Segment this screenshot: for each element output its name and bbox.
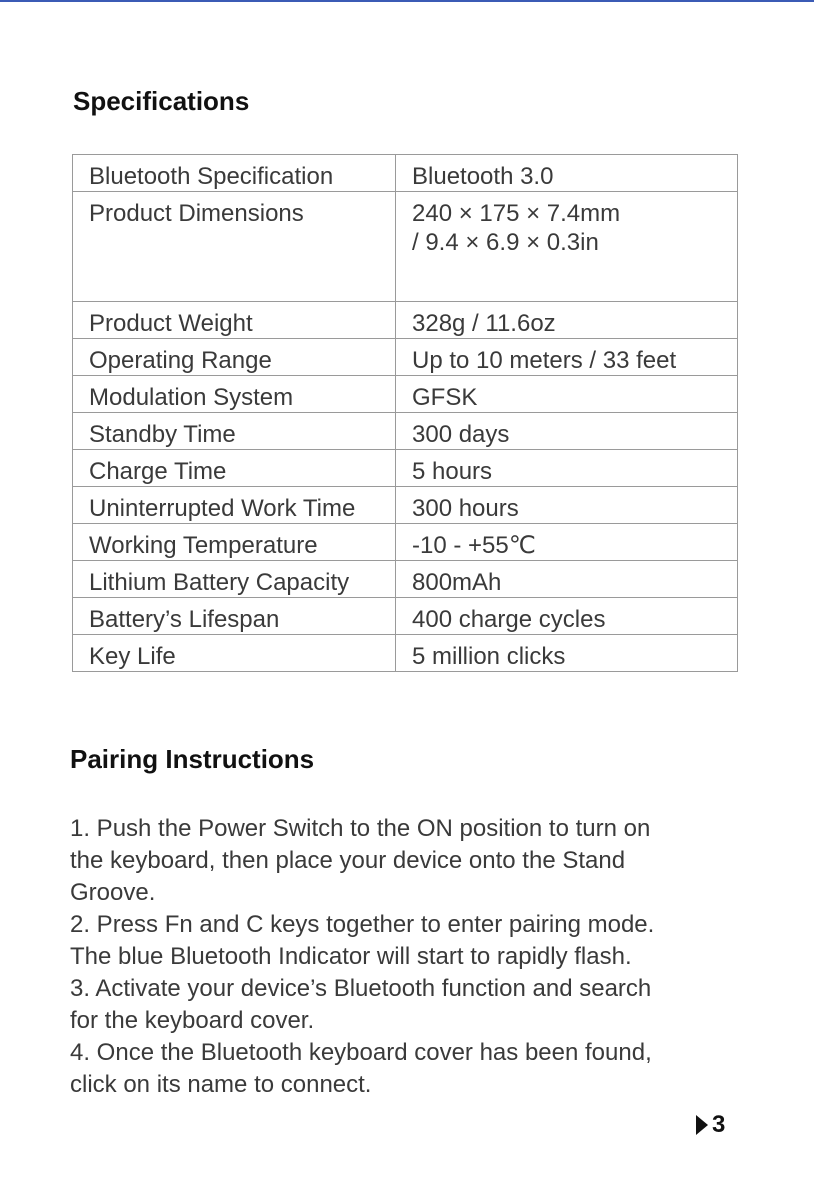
spec-label: Modulation System (73, 376, 396, 413)
spec-value (396, 192, 738, 302)
table-row (73, 598, 738, 635)
table-row (73, 561, 738, 598)
spec-label: Key Life (73, 635, 396, 672)
spec-value (396, 376, 738, 413)
instruction-line: for the keyboard cover. (70, 1007, 315, 1034)
instruction-line: Groove. (70, 879, 156, 906)
spec-value-line: GFSK (412, 384, 478, 411)
page-number-label: 3 (712, 1111, 726, 1138)
spec-label: Working Temperature (73, 524, 396, 561)
table-row (73, 192, 738, 302)
spec-value-line: / 9.4 × 6.9 × 0.3in (412, 229, 599, 256)
play-triangle-icon (696, 1115, 708, 1135)
instruction-line: The blue Bluetooth Indicator will start to rapidly flash. (70, 943, 632, 970)
spec-value (396, 450, 738, 487)
spec-label: Bluetooth Specification (73, 155, 396, 192)
instruction-line: click on its name to connect. (70, 1071, 372, 1098)
instruction-line: 4. Once the Bluetooth keyboard cover has been found, (70, 1039, 652, 1066)
spec-value-line: 5 million clicks (412, 643, 566, 670)
table-row (73, 487, 738, 524)
spec-label: Operating Range (73, 339, 396, 376)
pairing-instructions-heading: Pairing Instructions (70, 744, 315, 774)
specifications-heading: Specifications (73, 86, 250, 116)
table-row (73, 450, 738, 487)
top-rule (0, 0, 814, 2)
instruction-line: 2. Press Fn and C keys together to enter pairing mode. (70, 911, 655, 938)
instruction-line: 1. Push the Power Switch to the ON position to turn on (70, 815, 651, 842)
spec-label: Product Weight (73, 302, 396, 339)
table-row (73, 635, 738, 672)
spec-value-line: 328g / 11.6oz (412, 310, 556, 337)
spec-value (396, 561, 738, 598)
instruction-line: the keyboard, then place your device onto the Stand (70, 847, 626, 874)
spec-value-line: 400 charge cycles (412, 606, 606, 633)
spec-label: Uninterrupted Work Time (73, 487, 396, 524)
table-row (73, 376, 738, 413)
table-row (73, 339, 738, 376)
spec-label: Charge Time (73, 450, 396, 487)
pairing-instructions-text (70, 813, 750, 1101)
spec-value-line: 300 hours (412, 495, 519, 522)
table-row (73, 413, 738, 450)
spec-label: Battery’s Lifespan (73, 598, 396, 635)
spec-value-line: 800mAh (412, 569, 502, 596)
spec-value (396, 524, 738, 561)
specifications-table (72, 154, 738, 672)
table-row (73, 524, 738, 561)
spec-label: Standby Time (73, 413, 396, 450)
spec-value-line: Up to 10 meters / 33 feet (412, 347, 677, 374)
spec-value-line: -10 - +55℃ (412, 532, 536, 559)
spec-value-line: 5 hours (412, 458, 493, 485)
spec-value (396, 598, 738, 635)
spec-value (396, 487, 738, 524)
spec-value (396, 302, 738, 339)
instruction-line: 3. Activate your device’s Bluetooth function and search (70, 975, 652, 1002)
spec-label: Lithium Battery Capacity (73, 561, 396, 598)
spec-value (396, 339, 738, 376)
spec-value (396, 413, 738, 450)
table-row (73, 302, 738, 339)
spec-value (396, 155, 738, 192)
page-number (696, 1111, 725, 1139)
spec-value-line: 240 × 175 × 7.4mm (412, 200, 621, 227)
spec-label: Product Dimensions (73, 192, 396, 302)
spec-value-line: Bluetooth 3.0 (412, 163, 554, 190)
spec-value-line: 300 days (412, 421, 510, 448)
table-row (73, 155, 738, 192)
spec-value (396, 635, 738, 672)
